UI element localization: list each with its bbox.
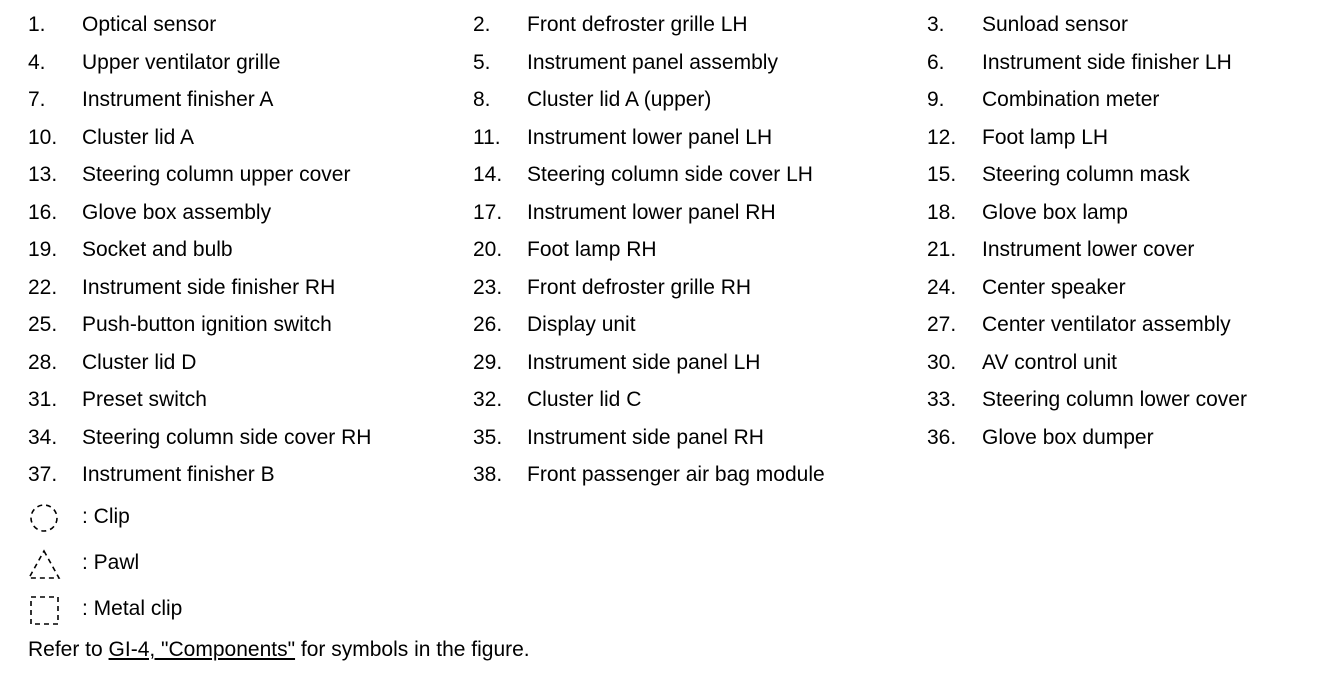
part-name: Foot lamp RH	[527, 238, 657, 261]
part-name: Instrument side panel LH	[527, 350, 761, 374]
parts-row	[0, 381, 1328, 419]
part-number: 34.	[28, 425, 58, 449]
part-name: Display unit	[527, 313, 636, 336]
parts-row	[0, 306, 1328, 344]
parts-row	[0, 156, 1328, 194]
symbol-label: : Clip	[82, 505, 130, 528]
part-number: 15.	[927, 163, 957, 186]
part-number: 16.	[28, 200, 58, 224]
part-number: 14.	[473, 163, 503, 186]
part-name: Cluster lid D	[82, 350, 197, 374]
part-number: 22.	[28, 275, 58, 299]
part-number: 18.	[927, 200, 957, 224]
part-name: AV control unit	[982, 350, 1118, 374]
part-name: Instrument side finisher LH	[982, 50, 1232, 74]
part-number: 31.	[28, 388, 58, 411]
part-name: Combination meter	[982, 88, 1160, 111]
part-name: Sunload sensor	[982, 13, 1128, 36]
parts-row	[0, 6, 1328, 44]
part-name: Cluster lid A	[82, 125, 195, 149]
part-name: Glove box assembly	[82, 200, 272, 224]
part-number: 20.	[473, 238, 503, 261]
part-name: Front passenger air bag module	[527, 463, 825, 486]
symbol-row-clip	[0, 494, 700, 540]
part-name: Socket and bulb	[82, 238, 233, 261]
parts-list	[0, 6, 1328, 494]
part-number: 23.	[473, 275, 503, 299]
part-number: 37.	[28, 463, 58, 486]
parts-row	[0, 344, 1328, 382]
part-number: 13.	[28, 163, 58, 186]
part-number: 35.	[473, 425, 503, 449]
part-name: Foot lamp LH	[982, 125, 1109, 149]
part-number: 24.	[927, 275, 957, 299]
part-number: 11.	[473, 125, 501, 149]
part-name: Instrument side panel RH	[527, 425, 764, 449]
part-number: 27.	[927, 313, 957, 336]
part-number: 2.	[473, 13, 491, 36]
dashed-square-icon	[28, 594, 62, 628]
dashed-triangle-icon	[28, 548, 62, 582]
part-name: Instrument lower cover	[982, 238, 1195, 261]
part-name: Preset switch	[82, 388, 207, 411]
part-name: Instrument finisher B	[82, 463, 275, 486]
part-number: 26.	[473, 313, 503, 336]
part-name: Optical sensor	[82, 13, 217, 36]
parts-row	[0, 419, 1328, 457]
part-name: Steering column side cover LH	[527, 163, 813, 186]
part-number: 28.	[28, 350, 58, 374]
part-number: 36.	[927, 425, 957, 449]
part-name: Glove box dumper	[982, 425, 1154, 449]
parts-row	[0, 119, 1328, 157]
part-number: 8.	[473, 88, 491, 111]
part-number: 30.	[927, 350, 957, 374]
part-name: Front defroster grille RH	[527, 275, 752, 299]
part-name: Steering column lower cover	[982, 388, 1247, 411]
part-name: Instrument panel assembly	[527, 50, 778, 74]
part-name: Instrument lower panel LH	[527, 125, 773, 149]
parts-row	[0, 456, 1328, 494]
symbol-label: : Pawl	[82, 551, 140, 574]
part-number: 7.	[28, 88, 46, 111]
part-name: Cluster lid C	[527, 388, 642, 411]
part-name: Cluster lid A (upper)	[527, 88, 712, 111]
part-number: 4.	[28, 50, 46, 74]
refer-text-before: Refer to	[28, 638, 109, 661]
part-number: 3.	[927, 13, 945, 36]
part-number: 32.	[473, 388, 503, 411]
part-name: Instrument side finisher RH	[82, 275, 336, 299]
components-link[interactable]: GI-4, "Components"	[108, 638, 296, 661]
part-name: Steering column side cover RH	[82, 425, 372, 449]
part-name: Push-button ignition switch	[82, 313, 332, 336]
part-number: 19.	[28, 238, 58, 261]
part-name: Steering column mask	[982, 163, 1190, 186]
parts-row	[0, 81, 1328, 119]
part-number: 10.	[28, 125, 58, 149]
part-number: 17.	[473, 200, 503, 224]
refer-text-after: for symbols in the figure.	[295, 638, 530, 661]
symbol-row-metal-clip	[0, 586, 700, 632]
parts-row	[0, 231, 1328, 269]
part-number: 9.	[927, 88, 945, 111]
part-name: Center speaker	[982, 275, 1126, 299]
part-number: 33.	[927, 388, 957, 411]
part-name: Instrument lower panel RH	[527, 200, 776, 224]
part-number: 38.	[473, 463, 503, 486]
part-name: Glove box lamp	[982, 200, 1128, 224]
part-number: 25.	[28, 313, 58, 336]
part-number: 5.	[473, 50, 491, 74]
part-number: 21.	[927, 238, 957, 261]
part-name: Front defroster grille LH	[527, 13, 748, 36]
part-number: 12.	[927, 125, 957, 149]
part-name: Instrument finisher A	[82, 88, 274, 111]
part-number: 1.	[28, 13, 46, 36]
part-name: Center ventilator assembly	[982, 313, 1231, 336]
part-name: Steering column upper cover	[82, 163, 351, 186]
part-name: Upper ventilator grille	[82, 50, 281, 74]
parts-row	[0, 194, 1328, 232]
parts-row	[0, 269, 1328, 307]
part-number: 29.	[473, 350, 503, 374]
symbol-row-pawl	[0, 540, 700, 586]
symbol-label: : Metal clip	[82, 597, 183, 620]
dashed-circle-icon	[28, 502, 62, 536]
refer-note	[28, 636, 530, 664]
part-number: 6.	[927, 50, 945, 74]
parts-row	[0, 44, 1328, 82]
symbol-legend	[0, 494, 700, 632]
